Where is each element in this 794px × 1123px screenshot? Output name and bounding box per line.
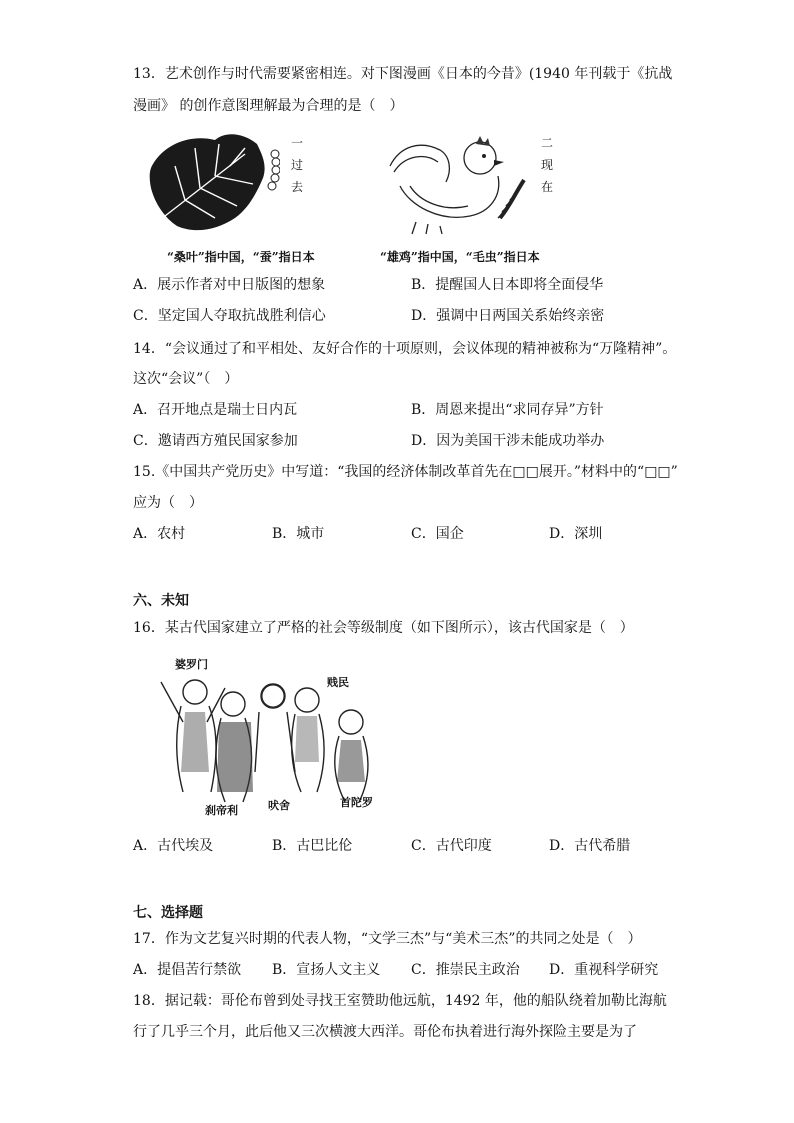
caste-label-brahmin: 婆罗门 bbox=[175, 658, 208, 671]
q14-option-d[interactable]: D．因为美国干涉未能成功举办 bbox=[411, 433, 605, 449]
q14-option-c[interactable]: C．邀请西方殖民国家参加 bbox=[133, 433, 298, 449]
q14-stem-line1: 14．“会议通过了和平相处、友好合作的十项原则，会议体现的精神被称为“万隆精神”。 bbox=[133, 341, 677, 357]
q13-option-d[interactable]: D．强调中日两国关系始终亲密 bbox=[411, 308, 605, 324]
q13-stem-line1: 13．艺术创作与时代需要紧密相连。对下图漫画《日本的今昔》(1940 年刊载于《抗战 bbox=[133, 66, 673, 82]
q14-stem-line2: 这次“会议”（ ） bbox=[133, 371, 239, 387]
q14-option-b[interactable]: B．周恩来提出“求同存异”方针 bbox=[411, 402, 604, 418]
q18-stem-line1: 18．据记载：哥伦布曾到处寻找王室赞助他远航，1492 年，他的船队绕着加勒比海航 bbox=[133, 993, 667, 1009]
caption-right: “雄鸡”指中国，“毛虫”指日本 bbox=[380, 250, 540, 264]
q16-option-d[interactable]: D．古代希腊 bbox=[549, 838, 631, 854]
mulberry-leaf-silkworm-cartoon bbox=[145, 126, 280, 241]
section-6-heading: 六、未知 bbox=[133, 593, 189, 609]
caste-label-vaishya: 吠舍 bbox=[268, 799, 290, 812]
q16-stem: 16．某古代国家建立了严格的社会等级制度（如下图所示），该古代国家是（ ） bbox=[133, 620, 634, 636]
q17-stem: 17．作为文艺复兴时期的代表人物，“文学三杰”与“美术三杰”的共同之处是（ ） bbox=[133, 931, 642, 947]
caste-label-shudra: 首陀罗 bbox=[340, 796, 373, 809]
q18-stem-line2: 行了几乎三个月，此后他又三次横渡大西洋。哥伦布执着进行海外探险主要是为了 bbox=[133, 1024, 637, 1040]
rooster-caterpillar-cartoon bbox=[380, 136, 530, 236]
fig-left-vertical-label: 一过去 bbox=[290, 136, 303, 194]
q15-option-b[interactable]: B．城市 bbox=[272, 526, 325, 542]
q13-option-b[interactable]: B．提醒国人日本即将全面侵华 bbox=[411, 277, 604, 293]
q13-stem-line2: 漫画》 的创作意图理解最为合理的是（ ） bbox=[133, 98, 404, 114]
q15-option-a[interactable]: A．农村 bbox=[133, 526, 186, 542]
q17-option-b[interactable]: B．宣扬人文主义 bbox=[272, 962, 381, 978]
q16-option-b[interactable]: B．古巴比伦 bbox=[272, 838, 353, 854]
caption-left: “桑叶”指中国，“蚕”指日本 bbox=[167, 250, 315, 264]
q13-option-a[interactable]: A．展示作者对中日版图的想象 bbox=[133, 277, 326, 293]
q16-option-c[interactable]: C．古代印度 bbox=[411, 838, 492, 854]
q17-option-d[interactable]: D．重视科学研究 bbox=[549, 962, 659, 978]
q15-stem-line1: 15.《中国共产党历史》中写道：“我国的经济体制改革首先在□□展开。”材料中的“□□” bbox=[133, 464, 678, 480]
q17-option-c[interactable]: C．推崇民主政治 bbox=[411, 962, 520, 978]
section-7-heading: 七、选择题 bbox=[133, 905, 203, 921]
q15-option-c[interactable]: C．国企 bbox=[411, 526, 464, 542]
fig-right-vertical-label: 二现在 bbox=[540, 136, 553, 194]
caste-label-untouchable: 贱民 bbox=[327, 676, 349, 689]
q17-option-a[interactable]: A．提倡苦行禁欲 bbox=[133, 962, 242, 978]
q14-option-a[interactable]: A．召开地点是瑞士日内瓦 bbox=[133, 402, 298, 418]
caste-system-illustration bbox=[155, 652, 385, 817]
q15-option-d[interactable]: D．深圳 bbox=[549, 526, 603, 542]
q16-option-a[interactable]: A．古代埃及 bbox=[133, 838, 214, 854]
q13-option-c[interactable]: C．坚定国人夺取抗战胜利信心 bbox=[133, 308, 326, 324]
q15-stem-line2: 应为（ ） bbox=[133, 495, 203, 511]
caste-label-kshatriya: 刹帝利 bbox=[205, 804, 238, 817]
